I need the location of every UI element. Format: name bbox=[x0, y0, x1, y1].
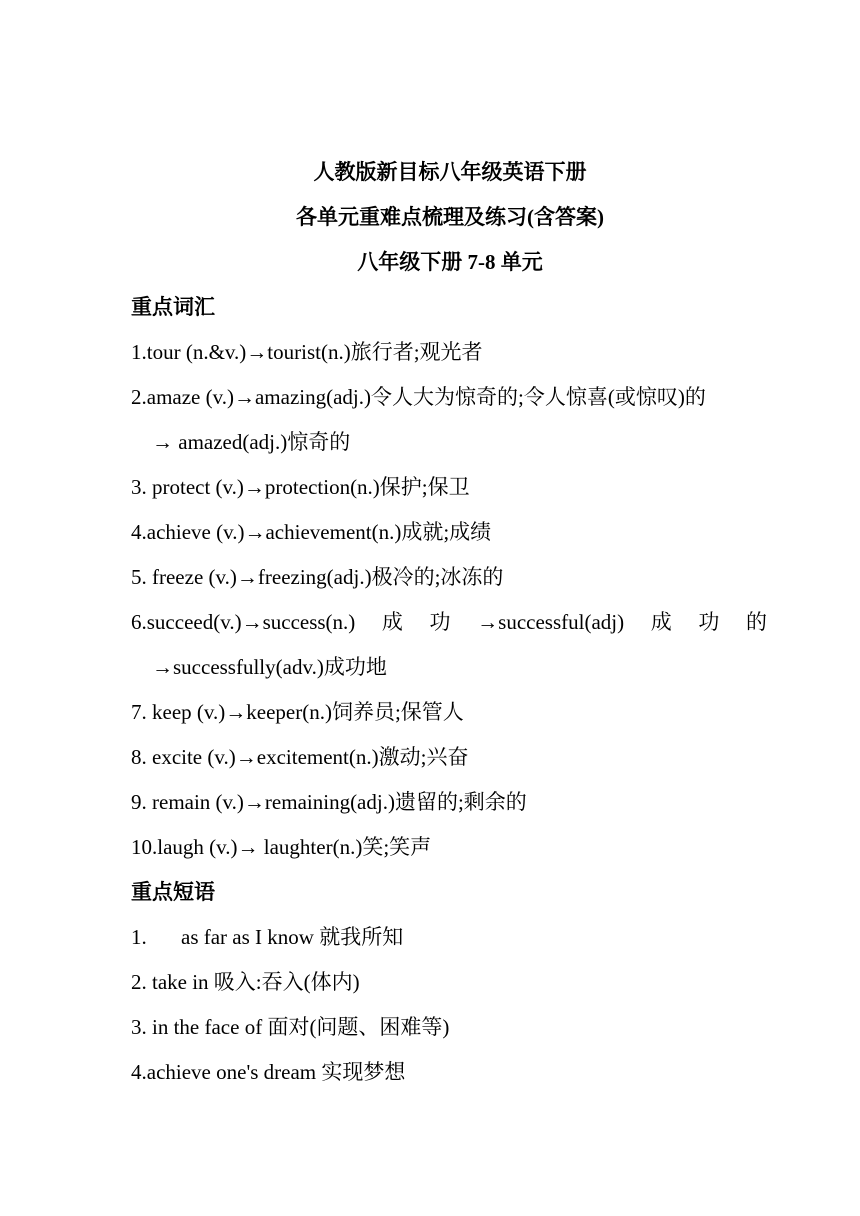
vocab-item: 2.amaze (v.)→amazing(adj.)令人大为惊奇的;令人惊喜(或惊叹)的 bbox=[131, 385, 706, 409]
vocab-item-part: →successful(adj) bbox=[477, 610, 625, 634]
vocab-item-part: 的 bbox=[746, 610, 767, 634]
phrase-item: 3. in the face of 面对(问题、困难等) bbox=[131, 1015, 450, 1039]
vocab-item: 7. keep (v.)→keeper(n.)饲养员;保管人 bbox=[131, 700, 464, 724]
vocab-item: 4.achieve (v.)→achievement(n.)成就;成绩 bbox=[131, 520, 492, 544]
phrase-item: 4.achieve one's dream 实现梦想 bbox=[131, 1060, 406, 1084]
vocab-item: 1.tour (n.&v.)→tourist(n.)旅行者;观光者 bbox=[131, 340, 483, 364]
vocab-item: 3. protect (v.)→protection(n.)保护;保卫 bbox=[131, 475, 470, 499]
phrase-item: 2. take in 吸入:吞入(体内) bbox=[131, 970, 360, 994]
vocab-heading: 重点词汇 bbox=[131, 295, 215, 319]
document-title: 人教版新目标八年级英语下册 bbox=[313, 160, 587, 184]
vocab-item: 10.laugh (v.)→ laughter(n.)笑;笑声 bbox=[131, 835, 432, 859]
phrases-heading: 重点短语 bbox=[131, 880, 215, 904]
vocab-item: 9. remain (v.)→remaining(adj.)遗留的;剩余的 bbox=[131, 790, 527, 814]
vocab-item-continuation: → amazed(adj.)惊奇的 bbox=[152, 430, 351, 454]
vocab-item-part: 成 bbox=[650, 610, 672, 634]
phrase-text: as far as I know 就我所知 bbox=[181, 925, 404, 949]
vocab-item-justified bbox=[131, 607, 767, 637]
phrase-number: 1. bbox=[131, 925, 147, 949]
vocab-item-part: 成 bbox=[381, 610, 403, 634]
document-subtitle: 各单元重难点梳理及练习(含答案) bbox=[296, 205, 604, 229]
vocab-item-part: 功 bbox=[429, 610, 451, 634]
phrase-item bbox=[131, 922, 403, 952]
vocab-item-part: 6.succeed(v.)→success(n.) bbox=[131, 610, 356, 634]
vocab-item: 5. freeze (v.)→freezing(adj.)极冷的;冰冻的 bbox=[131, 565, 504, 589]
vocab-item-continuation: →successfully(adv.)成功地 bbox=[152, 655, 387, 679]
vocab-item-part: 功 bbox=[698, 610, 720, 634]
vocab-item: 8. excite (v.)→excitement(n.)激动;兴奋 bbox=[131, 745, 469, 769]
unit-title: 八年级下册 7-8 单元 bbox=[357, 250, 543, 274]
